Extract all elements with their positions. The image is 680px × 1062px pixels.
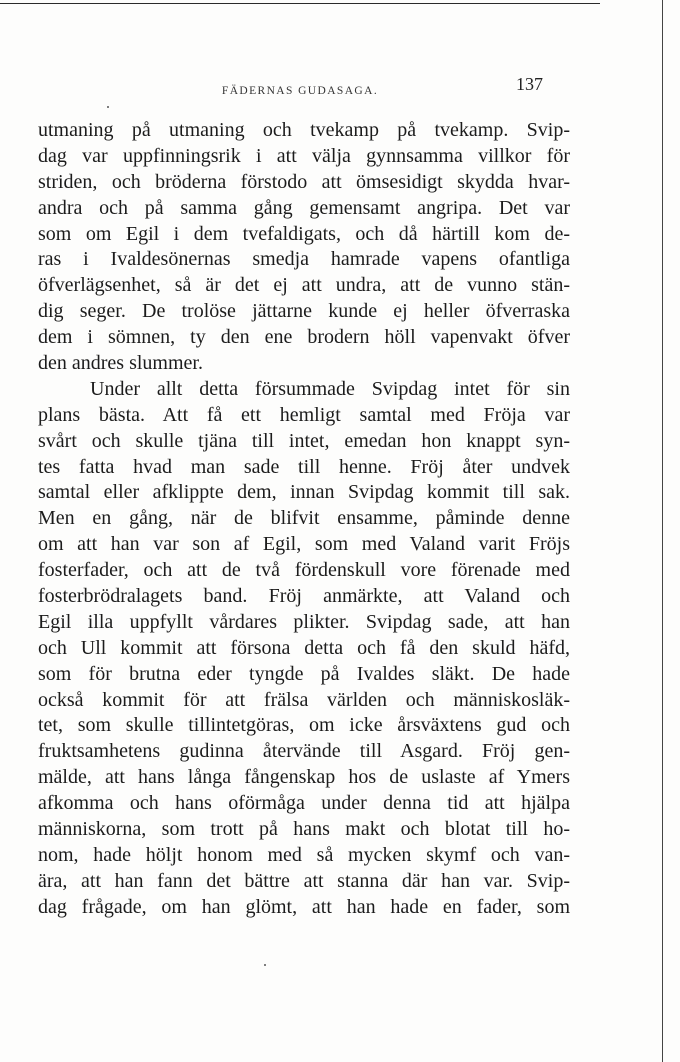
text-line: striden, och bröderna förstodo att ömsesidigt skydda hvar- (38, 170, 570, 193)
scan-edge-top (0, 3, 600, 4)
scan-speck (107, 106, 109, 108)
text-line: Men en gång, när de blifvit ensamme, påminde denne (38, 507, 570, 530)
text-line: nom, hade höljt honom med så mycken skymf och van- (38, 843, 570, 866)
text-line: och Ull kommit att försona detta och få den skuld häfd, (38, 636, 570, 659)
running-header: FÄDERNAS GUDASAGA. (221, 85, 379, 97)
text-line: samtal eller afklippte dem, innan Svipdag kommit till sak. (38, 481, 570, 504)
text-line: dag var uppfinningsrik i att välja gynnsamma villkor för (38, 144, 570, 167)
text-line: tet, som skulle tillintetgöras, om icke årsväxtens gud och (38, 714, 570, 737)
text-line: som för brutna eder tyngde på Ivaldes släkt. De hade (38, 662, 570, 685)
page-number: 137 (516, 74, 543, 94)
text-line: utmaning på utmaning och tvekamp på tvekamp. Svip- (38, 119, 570, 141)
text-line: dag frågade, om han glömt, att han hade en fader, som (38, 895, 570, 918)
text-line: mälde, att hans långa fångenskap hos de uslaste af Ymers (38, 766, 570, 789)
text-line: fruktsamhetens gudinna återvände till Asgard. Fröj gen- (38, 740, 570, 763)
paragraph-end-line: den andres slummer. (38, 352, 203, 375)
text-line: fosterbrödralagets band. Fröj anmärkte, att Valand och (38, 585, 570, 608)
text-line: om att han var son af Egil, som med Valand varit Fröjs (38, 533, 570, 556)
text-line: dig seger. De trolöse jättarne kunde ej heller öfverraska (38, 300, 570, 323)
body-text (38, 118, 570, 921)
text-line: tes fatta hvad man sade till henne. Fröj åter undvek (38, 455, 570, 478)
text-line: fosterfader, och att de två fördenskull vore förenade med (38, 559, 570, 582)
text-line: Egil illa uppfyllt vårdares plikter. Svipdag sade, att han (38, 610, 570, 633)
text-line: andra och på samma gång gemensamt angripa. Det var (38, 196, 570, 219)
text-line: också kommit för att frälsa världen och människosläk- (38, 688, 570, 711)
text-line: dem i sömnen, ty den ene brodern höll vapenvakt öfver (38, 326, 570, 349)
text-line: människorna, som trott på hans makt och blotat till ho- (38, 818, 570, 841)
paragraph-start-line: Under allt detta försummade Svipdag intet för sin (90, 377, 570, 400)
text-line: öfverlägsenhet, så är det ej att undra, att de vunno stän- (38, 274, 570, 297)
text-line: plans bästa. Att få ett hemligt samtal med Fröja var (38, 403, 570, 426)
text-line: ras i Ivaldesönernas smedja hamrade vapens ofantliga (38, 248, 570, 271)
text-line: afkomma och hans oförmåga under denna tid att hjälpa (38, 792, 570, 815)
text-line: ära, att han fann det bättre att stanna där han var. Svip- (38, 869, 570, 892)
text-line: svårt och skulle tjäna till intet, emedan hon knappt syn- (38, 429, 570, 452)
text-line: som om Egil i dem tvefaldigats, och då härtill kom de- (38, 222, 570, 245)
scan-edge-right (662, 0, 663, 1062)
scan-speck (264, 964, 266, 966)
